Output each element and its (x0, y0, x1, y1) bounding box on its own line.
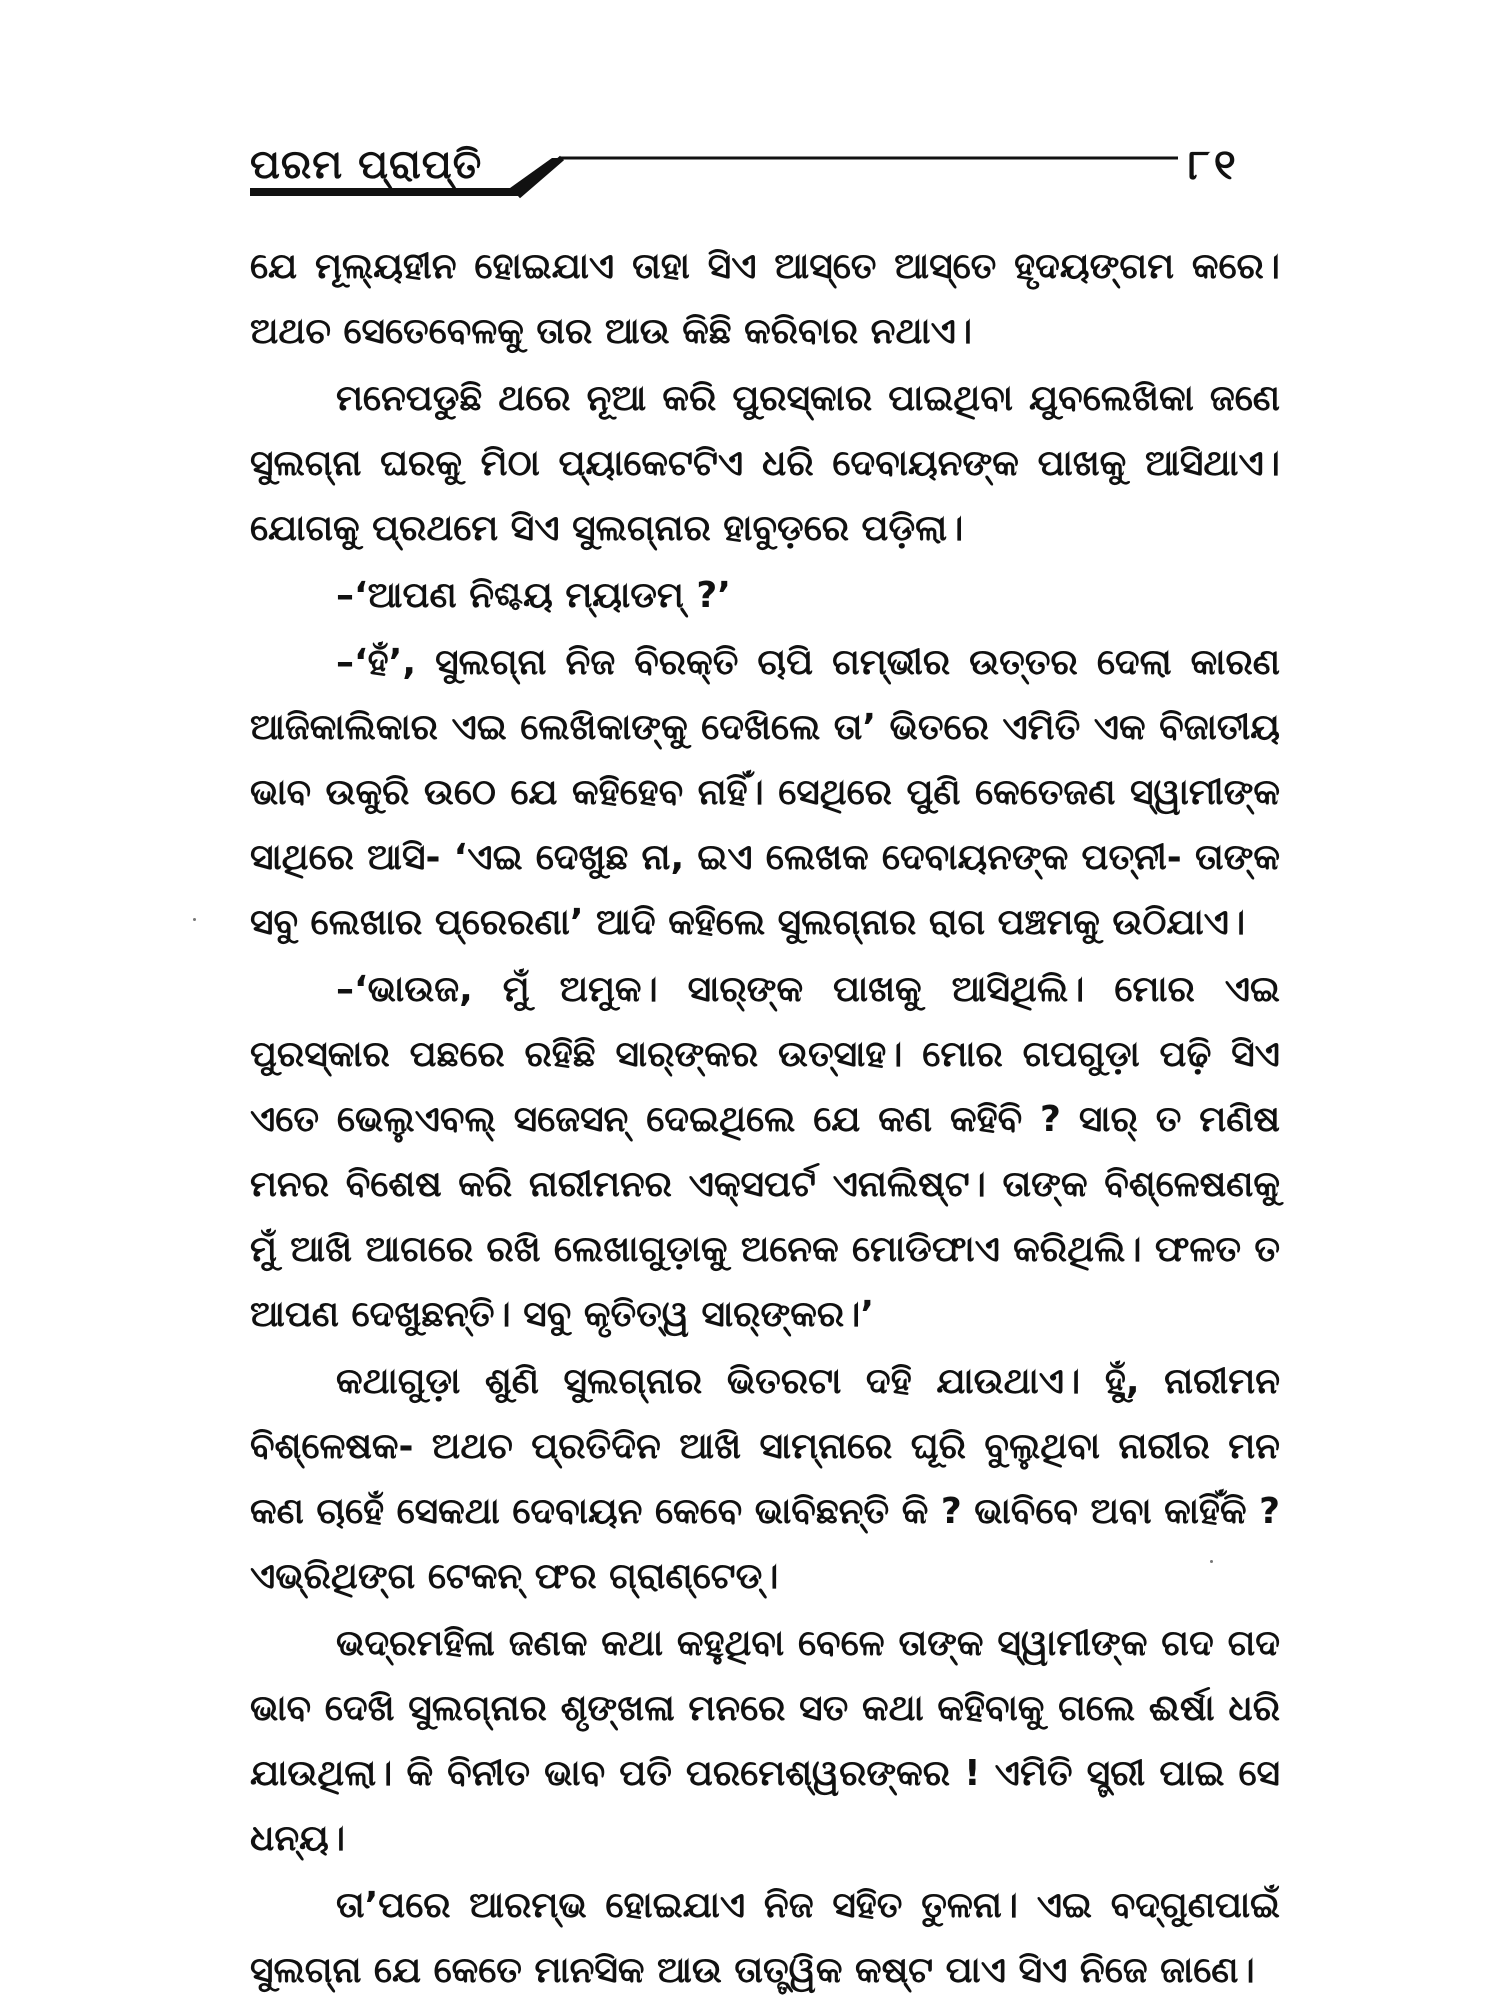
paragraph-1: ଯେ ମୂଲ୍ୟହୀନ ହୋଇଯାଏ ତାହା ସିଏ ଆସ୍ତେ ଆସ୍ତେ ହୃଦୟଙ୍ଗମ କରେ। ଅଥଚ ସେତେବେଳକୁ ତାର ଆଉ କିଛି କରିବାର ନଥାଏ। (250, 246, 1280, 352)
header-rule-slant (518, 158, 562, 196)
paragraph-7: ଭଦ୍ରମହିଳା ଜଣକ କଥା କହୁଥିବା ବେଳେ ତାଙ୍କ ସ୍ୱାମୀଙ୍କ ଗଦ ଗଦ ଭାବ ଦେଖି ସୁଲଗ୍ନାର ଶୃଙ୍ଖଳା ମନରେ ସତ କଥା କହିବାକୁ ଗଲେ ଈର୍ଷା ଧରି ଯାଉଥିଲା। କି ବିନୀତ ଭାବ ପତି ପରମେଶ୍ୱରଙ୍କର ! ଏମିତି ସ୍ତ୍ରୀ ପାଇ ସେ ଧନ୍ୟ। (250, 1623, 1280, 1859)
scan-speck (1210, 1560, 1213, 1563)
header-rule (0, 0, 1500, 260)
paragraph-3: –‘ଆପଣ ନିଶ୍ଚୟ ମ୍ୟାଡମ୍‌ ?’ (336, 575, 731, 616)
scan-speck (193, 918, 196, 921)
header-rule-thick-bar (250, 158, 560, 196)
paragraph-5: –‘ଭାଉଜ, ମୁଁ ଅମୁକ। ସାର୍‌ଙ୍କ ପାଖକୁ ଆସିଥିଲି। ମୋର ଏଇ ପୁରସ୍କାର ପଛରେ ରହିଛି ସାର୍‌ଙ୍କର ଉତ୍ସାହ। ମୋର ଗପଗୁଡ଼ା ପଢ଼ି ସିଏ ଏତେ ଭେଲୁଏବଲ୍‌ ସଜେସନ୍‌ ଦେଇଥିଲେ ଯେ କଣ କହିବି ? ସାର୍‌ ତ ମଣିଷ ମନର ବିଶେଷ କରି ନାରୀମନର ଏକ୍‌ସପର୍ଟ ଏନାଲିଷ୍ଟ। ତାଙ୍କ ବିଶ୍ଳେଷଣକୁ ମୁଁ ଆଖି ଆଗରେ ରଖି ଲେଖାଗୁଡ଼ାକୁ ଅନେକ ମୋଡିଫାଏ କରିଥିଲି। ଫଳତ ତ ଆପଣ ଦେଖୁଛନ୍ତି। ସବୁ କୃତିତ୍ୱ ସାର୍‌ଙ୍କର।’ (250, 969, 1280, 1335)
paragraph-2: ମନେପଡୁଛି ଥରେ ନୂଆ କରି ପୁରସ୍କାର ପାଇଥିବା ଯୁବଲେଖିକା ଜଣେ ସୁଲଗ୍ନା ଘରକୁ ମିଠା ପ୍ୟାକେଟଟିଏ ଧରି ଦେବାୟନଙ୍କ ପାଖକୁ ଆସିଥାଏ। ଯୋଗକୁ ପ୍ରଥମେ ସିଏ ସୁଲଗ୍ନାର ହାବୁଡ଼ରେ ପଡ଼ିଲା। (250, 378, 1280, 549)
paragraph-8: ତା’ପରେ ଆରମ୍ଭ ହୋଇଯାଏ ନିଜ ସହିତ ତୁଳନା। ଏଇ ବଦ୍‌ଗୁଣପାଇଁ ସୁଲଗ୍ନା ଯେ କେତେ ମାନସିକ ଆଉ ତାତ୍ତ୍ୱିକ କଷ୍ଟ ପାଏ ସିଏ ନିଜେ ଜାଣେ। (250, 1885, 1280, 1991)
page-number: ୮୧ (1188, 140, 1240, 189)
running-header-title: ପରମ ପ୍ରାପ୍ତି (250, 142, 483, 188)
paragraph-4: –‘ହଁ’, ସୁଲଗ୍ନା ନିଜ ବିରକ୍ତି ଚାପି ଗମ୍ଭୀର ଉତ୍ତର ଦେଲା କାରଣ ଆଜିକାଲିକାର ଏଇ ଲେଖିକାଙ୍କୁ ଦେଖିଲେ ତା’ ଭିତରେ ଏମିତି ଏକ ବିଜାତୀୟ ଭାବ ଉକୁରି ଉଠେ ଯେ କହିହେବ ନାହିଁ। ସେଥିରେ ପୁଣି କେତେଜଣ ସ୍ୱାମୀଙ୍କ ସାଥିରେ ଆସି- ‘ଏଇ ଦେଖୁଛ ନା, ଇଏ ଲେଖକ ଦେବାୟନଙ୍କ ପତ୍ନୀ- ତାଙ୍କ ସବୁ ଲେଖାର ପ୍ରେରଣା’ ଆଦି କହିଲେ ସୁଲଗ୍ନାର ରାଗ ପଞ୍ଚମକୁ ଉଠିଯାଏ। (250, 642, 1280, 943)
body-text (250, 234, 1280, 2005)
paragraph-6: କଥାଗୁଡ଼ା ଶୁଣି ସୁଲଗ୍ନାର ଭିତରଟା ଦହି ଯାଉଥାଏ। ହୁଁ, ନାରୀମନ ବିଶ୍ଳେଷକ- ଅଥଚ ପ୍ରତିଦିନ ଆଖି ସାମ୍ନାରେ ଘୂରି ବୁଲୁଥିବା ନାରୀର ମନ କଣ ଚାହେଁ ସେକଥା ଦେବାୟନ କେବେ ଭାବିଛନ୍ତି କି ? ଭାବିବେ ଅବା କାହିଁକି ? ଏଭ୍ରିଥିଙ୍ଗ ଟେକନ୍‌ ଫର ଗ୍ରାଣ୍ଟେଡ୍‌। (250, 1361, 1280, 1597)
